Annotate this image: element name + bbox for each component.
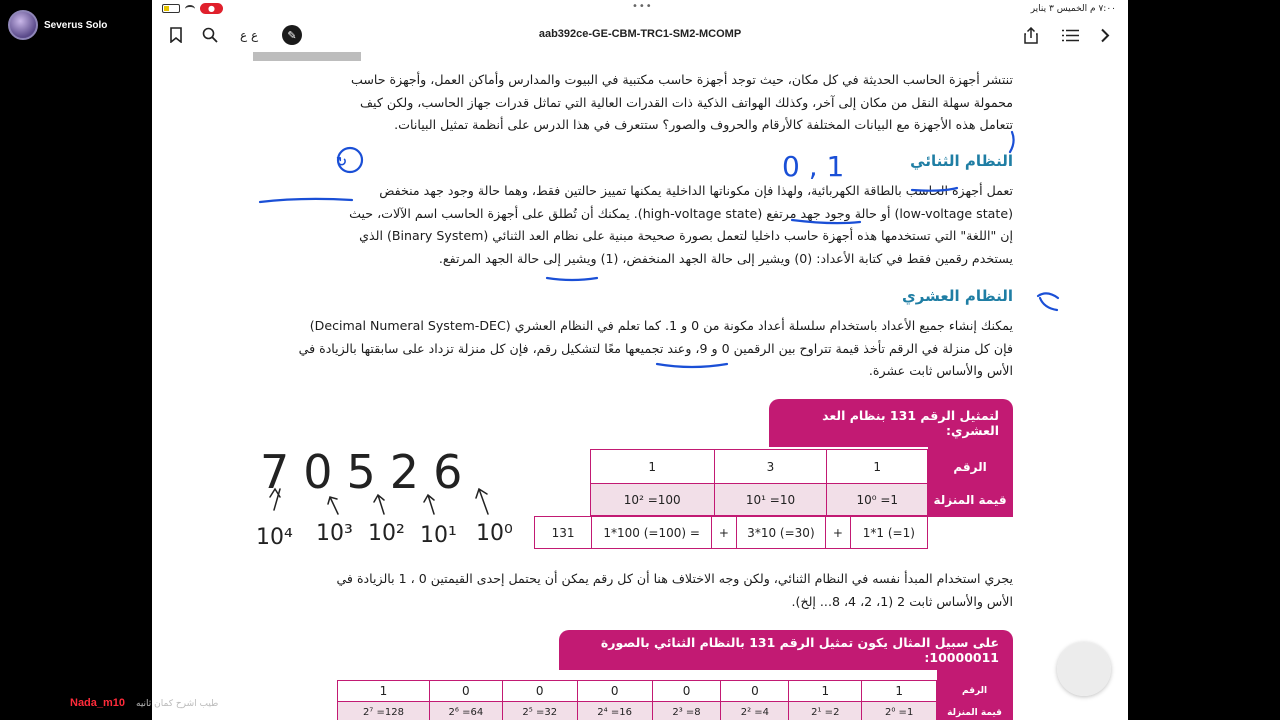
status-bar	[152, 0, 1128, 18]
digit-cell: 0	[577, 681, 652, 702]
document-title: aab392ce-GE-CBM-TRC1-SM2-MCOMP	[538, 28, 742, 40]
binary-example-title: على سبيل المثال يكون تمثيل الرقم 131 بالنظام الثنائي بالصورة 10000011:	[559, 630, 1013, 670]
digit-cell: 3	[714, 450, 827, 484]
participant-name: Severus Solo	[44, 19, 108, 31]
shared-screen	[152, 0, 1128, 720]
digit-cell: 0	[502, 681, 577, 702]
binary2-line: الأس والأساس ثابت 2 (1، 2، 4، 8... إلخ).	[791, 593, 1013, 609]
intro-line: محمولة سهلة النقل من مكان إلى آخر، وكذلك الهواتف الذكية ذات القدرات العالية التي تماثل قدرات جهاز الحاسب، ولكن كيف	[359, 94, 1013, 110]
chevron-right-icon[interactable]	[1100, 24, 1110, 46]
underline-stroke	[547, 278, 597, 280]
bracket-stroke	[1038, 293, 1058, 310]
decimal-line: الأس والأساس ثابت عشرة.	[868, 363, 1013, 378]
handwritten-power: 10¹	[420, 523, 457, 548]
place-cell: 100= 10²	[590, 484, 714, 516]
digit-label: الرقم	[937, 681, 1013, 702]
digit-label: الرقم	[928, 450, 1013, 484]
participant-tile[interactable]	[8, 10, 107, 40]
place-label: قيمة المنزلة	[928, 484, 1013, 516]
multitask-dots[interactable]: •••	[632, 1, 653, 12]
binary-line: (low-voltage state) أو حالة وجود جهد مرتفع (high-voltage state). يمكنك أن تُطلق على أجهزة الحاسب اسم الآلات، حيث	[349, 205, 1013, 221]
place-label: قيمة المنزلة	[937, 702, 1013, 720]
arrow-stroke	[328, 497, 338, 514]
handwritten-power: 10⁴	[256, 525, 293, 550]
underline-stroke	[912, 188, 957, 191]
assistive-touch-button[interactable]	[1057, 642, 1111, 696]
battery-icon	[162, 4, 180, 13]
reader-toolbar	[152, 18, 1128, 52]
place-cell: 1= 10⁰	[827, 484, 928, 516]
place-cell: 16= 2⁴	[577, 702, 652, 720]
page-margin	[1090, 52, 1128, 720]
digit-cell: 0	[652, 681, 721, 702]
handwritten-number: 70526	[260, 445, 477, 499]
place-cell: 32= 2⁵	[502, 702, 577, 720]
text-size-button[interactable]: ع ع	[240, 28, 259, 42]
binary2-line: يجري استخدام المبدأ نفسه في النظام الثنائي، ولكن وجه الاختلاف هنا أن كل رقم يمكن أن يحتمل إحدى القيمتين 0 ، 1 بالزيادة في	[336, 571, 1013, 586]
handwritten-power: 10⁰	[476, 521, 513, 546]
status-time: ٧:٠٠ م الخميس ٣ يناير	[1030, 4, 1116, 14]
digit-cell: 1	[862, 681, 937, 702]
underline-stroke	[260, 199, 352, 202]
binary-heading: النظام الثنائي	[910, 152, 1013, 170]
digit-cell: 1	[338, 681, 430, 702]
decimal-heading: النظام العشري	[902, 287, 1013, 305]
place-cell: 8= 2³	[652, 702, 721, 720]
circle-digit: ↻	[336, 155, 347, 170]
calc-cell: = (100=) 100*1	[592, 517, 712, 549]
decimal-line: يمكنك إنشاء جميع الأعداد باستخدام سلسلة أعداد مكونة من 0 و 1. كما تعلم في النظام العشري (Decimal Numeral System-DEC)	[309, 318, 1013, 333]
intro-line: تتعامل هذه الأجهزة مع البيانات المختلفة كالأرقام والحروف والصور؟ ستتعرف في هذا الدرس على أنظمة تمثيل البيانات.	[394, 117, 1013, 132]
calc-cell: (1=) 1*1	[850, 517, 927, 549]
pen-icon[interactable]: ✎	[282, 24, 302, 46]
chat-message: طيب اشرح كمان ثانيه	[136, 699, 219, 709]
place-cell: 1= 2⁰	[862, 702, 937, 720]
digit-cell: 0	[721, 681, 789, 702]
arrow-stroke	[476, 489, 488, 514]
digit-cell: 1	[827, 450, 928, 484]
handwritten-power: 10²	[368, 521, 405, 546]
digit-cell: 0	[429, 681, 502, 702]
calc-cell: (30=) 10*3	[736, 517, 826, 549]
chat-author: Nada_m10	[70, 697, 126, 709]
handwritten-binary-digits: 0 , 1	[782, 150, 845, 183]
place-cell: 4= 2²	[721, 702, 789, 720]
digit-cell: 1	[590, 450, 714, 484]
handwritten-annotations	[152, 52, 1128, 720]
calc-cell: +	[826, 517, 850, 549]
wifi-icon	[185, 5, 195, 13]
avatar	[8, 10, 38, 40]
document-page	[152, 52, 1128, 720]
place-cell: 2= 2¹	[789, 702, 862, 720]
calc-cell: +	[712, 517, 736, 549]
underline-stroke	[792, 220, 860, 223]
binary-line: تعمل أجهزة الحاسب بالطاقة الكهربائية، ولهذا فإن مكوناتها الداخلية يمكنها تمييز حالتين فقط، وهما حالة وجود جهد منخفض	[379, 183, 1013, 198]
digit-cell: 1	[789, 681, 862, 702]
bracket-stroke	[1010, 132, 1014, 152]
underline-stroke	[657, 364, 727, 367]
calc-result-cell: 131	[535, 517, 592, 549]
list-icon[interactable]	[1062, 24, 1079, 46]
decimal-example-title: لتمثيل الرقم 131 بنظام العد العشري:	[769, 399, 1013, 447]
status-icons	[162, 3, 223, 14]
share-icon[interactable]	[1024, 24, 1038, 46]
binary-line: إن "اللغة" التي تستخدمها هذه أجهزة حاسب داخليا لتعمل بصورة صحيحة مبنية على نظام العد الثنائي (Binary System) الذي	[359, 228, 1013, 243]
place-cell: 10= 10¹	[714, 484, 827, 516]
decimal-line: فإن كل منزلة في الرقم تأخذ قيمة تتراوح بين الرقمين 0 و 9، وعند تجميعها معًا لتشكيل رقم، فإن كل منزلة تزداد على سابقتها بالزيادة في	[298, 340, 1013, 356]
recording-icon: ●	[200, 3, 223, 14]
place-cell: 64= 2⁶	[429, 702, 502, 720]
binary-line: يستخدم رقمين فقط في كتابة الأعداد: (0) ويشير إلى حالة الجهد المنخفض، (1) ويشير إلى حالة الجهد المرتفع.	[438, 250, 1013, 266]
place-cell: 128= 2⁷	[338, 702, 430, 720]
intro-line: تنتشر أجهزة الحاسب الحديثة في كل مكان، حيث توجد أجهزة حاسب مكتبية في البيوت والمدارس وأماكن العمل، وأجهزة حاسب	[350, 72, 1013, 87]
handwritten-power: 10³	[316, 521, 353, 546]
